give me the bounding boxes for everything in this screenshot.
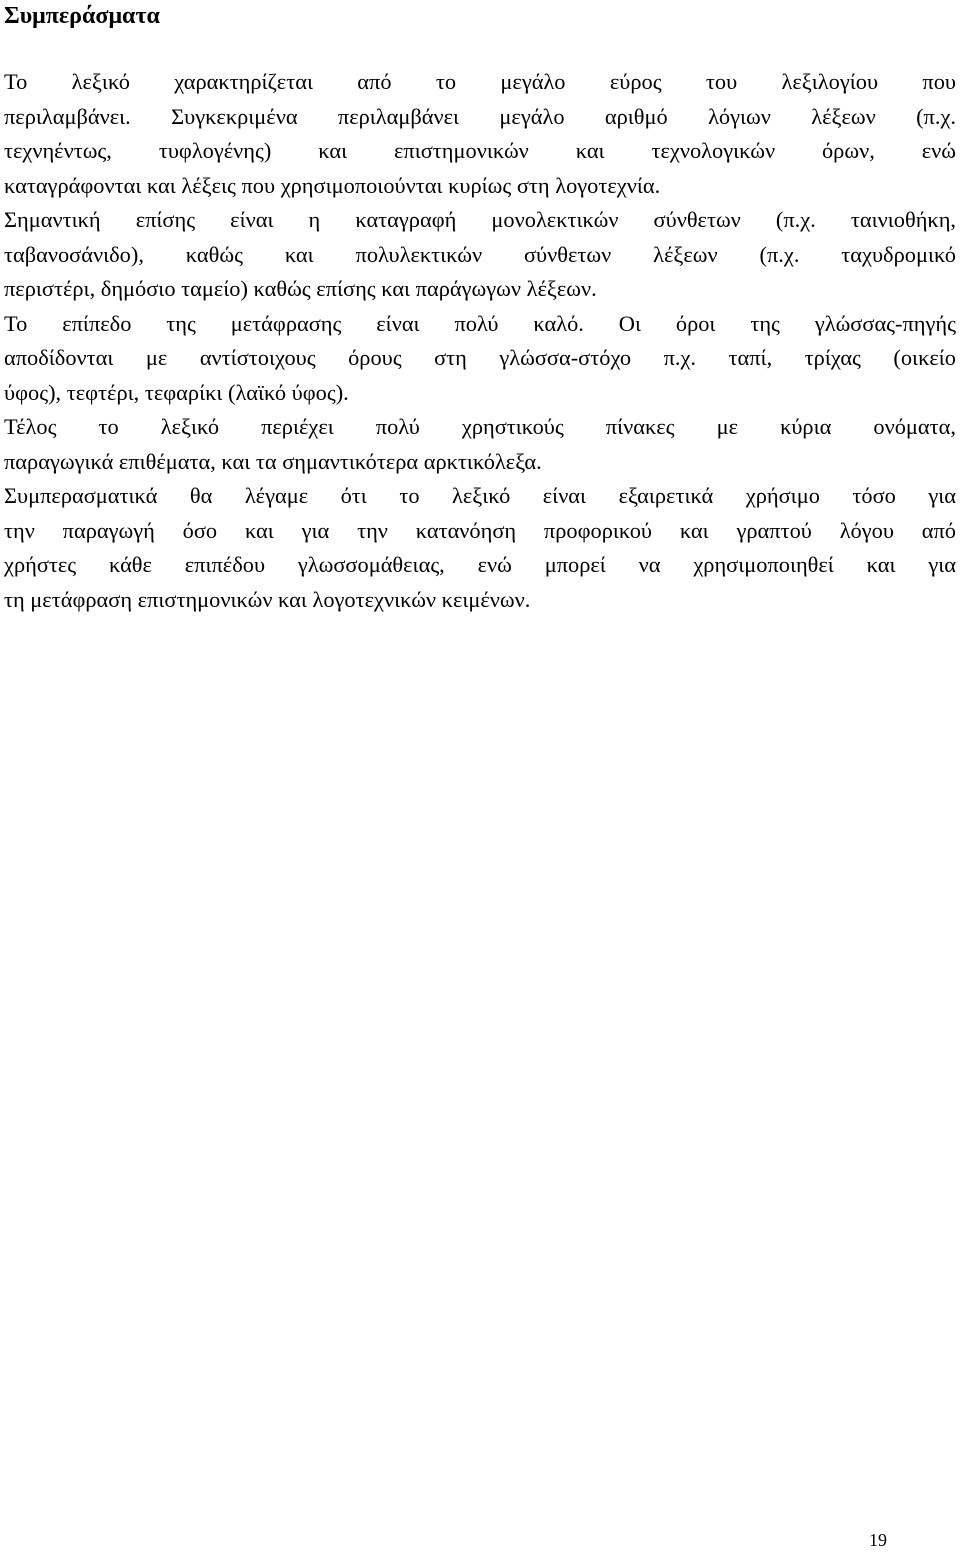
text-line: τεχνηέντως, τυφλογένης) και επιστημονικών και τεχνολογικών όρων, ενώ	[4, 138, 956, 163]
text-line: χρήστες κάθε επιπέδου γλωσσομάθειας, ενώ μπορεί να χρησιμοποιηθεί και για	[4, 552, 956, 577]
conclusions-text	[4, 65, 956, 617]
text-line: ταβανοσάνιδο), καθώς και πολυλεκτικών σύνθετων λέξεων (π.χ. ταχυδρομικό	[4, 241, 956, 267]
text-line: περιλαμβάνει. Συγκεκριμένα περιλαμβάνει μεγάλο αριθμό λόγιων λέξεων (π.χ.	[4, 103, 956, 129]
text-line: Τέλος το λεξικό περιέχει πολύ χρηστικούς πίνακες με κύρια ονόματα,	[4, 414, 956, 439]
text-line: καταγράφονται και λέξεις που χρησιμοποιούνται κυρίως στη λογοτεχνία.	[4, 172, 661, 198]
page-number: 19	[869, 1530, 887, 1550]
section-heading: Συμπεράσματα	[4, 3, 160, 29]
text-line: παραγωγικά επιθέματα, και τα σημαντικότερα αρκτικόλεξα.	[4, 448, 542, 474]
text-line: αποδίδονται με αντίστοιχους όρους στη γλώσσα-στόχο π.χ. ταπί, τρίχας (οικείο	[4, 345, 956, 370]
text-line: Σημαντική επίσης είναι η καταγραφή μονολεκτικών σύνθετων (π.χ. ταινιοθήκη,	[4, 207, 956, 232]
text-line: περιστέρι, δημόσιο ταμείο) καθώς επίσης και παράγωγων λέξεων.	[4, 276, 597, 301]
text-line: τη μετάφραση επιστημονικών και λογοτεχνικών κειμένων.	[4, 586, 531, 612]
text-line: Το επίπεδο της μετάφρασης είναι πολύ καλό. Οι όροι της γλώσσας-πηγής	[4, 310, 956, 336]
text-line: Το λεξικό χαρακτηρίζεται από το μεγάλο εύρος του λεξιλογίου που	[4, 69, 956, 94]
text-line: την παραγωγή όσο και για την κατανόηση προφορικού και γραπτού λόγου από	[4, 517, 956, 543]
text-line: ύφος), τεφτέρι, τεφαρίκι (λαϊκό ύφος).	[4, 379, 349, 405]
text-line: Συμπερασματικά θα λέγαμε ότι το λεξικό είναι εξαιρετικά χρήσιμο τόσο για	[4, 483, 956, 508]
